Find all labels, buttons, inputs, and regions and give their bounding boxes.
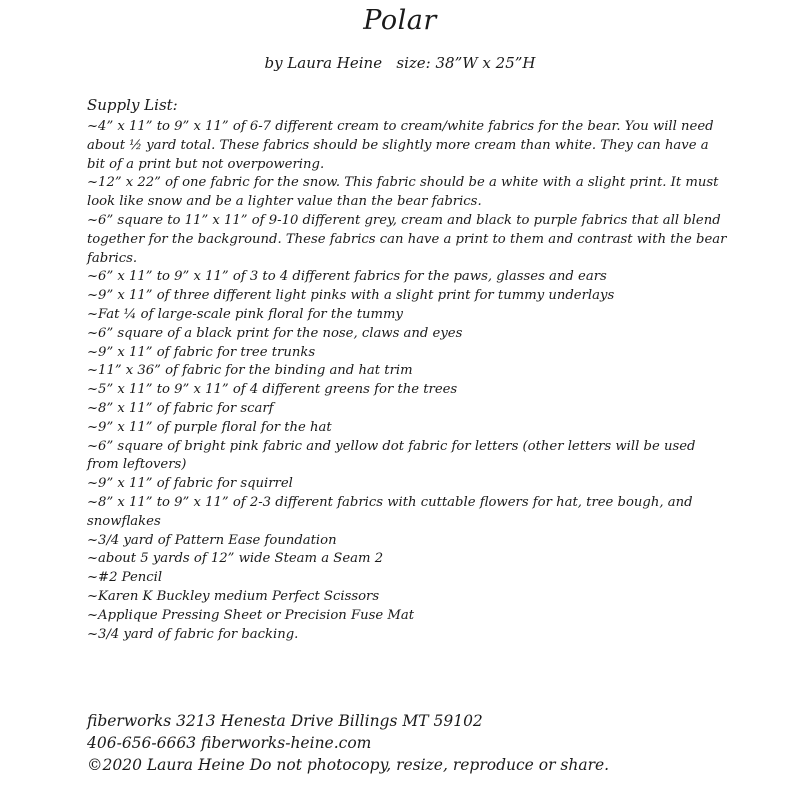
supply-item: ~8” x 11” of fabric for scarf xyxy=(87,400,274,416)
supply-item: ~Applique Pressing Sheet or Precision Fuse Mat xyxy=(87,607,415,623)
supply-item: ~5” x 11” to 9” x 11” of 4 different greens for the trees xyxy=(87,382,458,398)
supply-item: ~9” x 11” of purple floral for the hat xyxy=(87,419,332,435)
supply-item: ~9” x 11” of three different light pinks with a slight print for tummy underlays xyxy=(87,288,615,304)
supply-item: ~about 5 yards of 12” wide Steam a Seam 2 xyxy=(87,551,384,567)
footer-address: fiberworks 3213 Henesta Drive Billings MT 59102 xyxy=(87,712,483,730)
supply-item: ~4” x 11” to 9” x 11” of 6-7 different cream to cream/white fabrics for the bear. You will need about ½ yard total. These fabrics should be slightly more cream than white. They can have a bit of a print but not overpowering. xyxy=(87,119,714,172)
supply-item: ~12” x 22” of one fabric for the snow. This fabric should be a white with a slight print. It must look like snow and be a lighter value than the bear fabrics. xyxy=(87,175,719,210)
supply-item: ~3/4 yard of Pattern Ease foundation xyxy=(87,532,337,548)
supply-item: ~9” x 11” of fabric for squirrel xyxy=(87,476,293,492)
supply-item: ~3/4 yard of fabric for backing. xyxy=(87,626,299,642)
supply-item: ~9” x 11” of fabric for tree trunks xyxy=(87,344,316,360)
supply-list xyxy=(87,118,727,644)
document-title: Polar xyxy=(363,5,437,36)
footer xyxy=(87,710,609,776)
supply-item: ~6” x 11” to 9” x 11” of 3 to 4 different fabrics for the paws, glasses and ears xyxy=(87,269,607,285)
footer-copyright: ©2020 Laura Heine Do not photocopy, resize, reproduce or share. xyxy=(87,756,610,774)
supply-item: ~6” square of a black print for the nose, claws and eyes xyxy=(87,325,463,341)
supply-item: ~6” square of bright pink fabric and yellow dot fabric for letters (other letters will be used from leftovers) xyxy=(87,438,696,473)
supply-item: ~Karen K Buckley medium Perfect Scissors xyxy=(87,588,380,604)
supply-item: ~6” square to 11” x 11” of 9-10 different grey, cream and black to purple fabrics that all blend together for the background. These fabrics can have a print to them and contrast with the bear fabrics. xyxy=(87,212,727,266)
footer-contact: 406-656-6663 fiberworks-heine.com xyxy=(87,734,372,752)
supply-list-heading: Supply List: xyxy=(87,96,178,114)
supply-item: ~#2 Pencil xyxy=(87,570,163,586)
supply-item: ~Fat ¼ of large-scale pink floral for the tummy xyxy=(87,306,403,322)
supply-item: ~8” x 11” to 9” x 11” of 2-3 different fabrics with cuttable flowers for hat, tree bough, and snowflakes xyxy=(87,494,693,529)
supply-item: ~11” x 36” of fabric for the binding and hat trim xyxy=(87,363,413,379)
byline: by Laura Heine size: 38”W x 25”H xyxy=(264,54,536,72)
